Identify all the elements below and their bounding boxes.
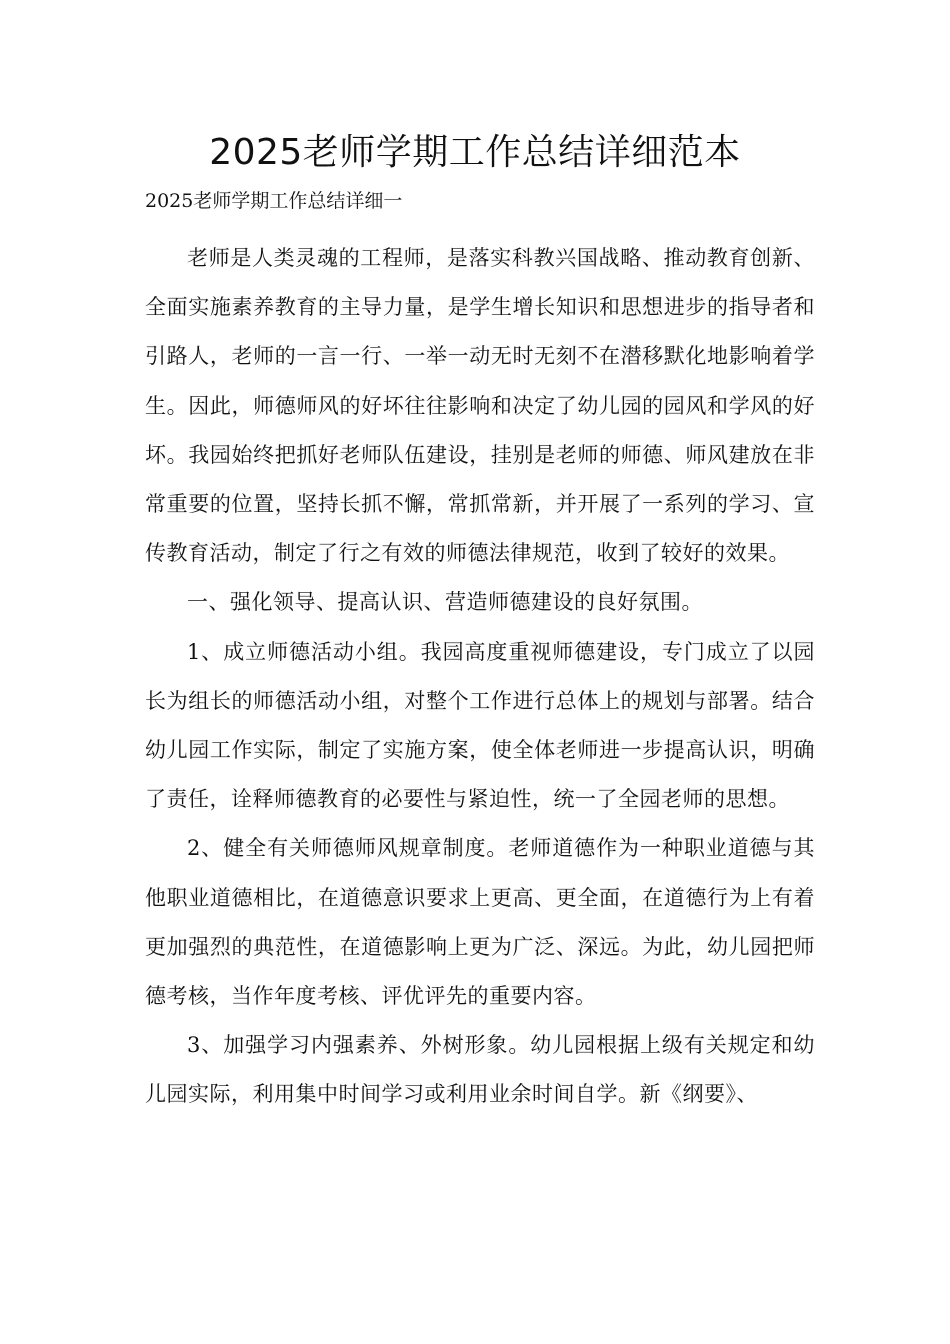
paragraph-item-1: 1、成立师德活动小组。我园高度重视师德建设，专门成立了以园长为组长的师德活动小组，对整个工作进行总体上的规划与部署。结合幼儿园工作实际，制定了实施方案，使全体老师进一步提高认识，明确了责任，诠释师德教育的必要性与紧迫性，统一了全园老师的思想。	[145, 639, 815, 812]
document-title: 2025老师学期工作总结详细范本	[209, 132, 741, 173]
document-subtitle: 2025老师学期工作总结详细一	[145, 190, 403, 212]
paragraph-item-3: 3、加强学习内强素养、外树形象。幼儿园根据上级有关规定和幼儿园实际，利用集中时间学习或利用业余时间自学。新《纲要》、	[145, 1033, 815, 1107]
paragraph-intro: 老师是人类灵魂的工程师，是落实科教兴国战略、推动教育创新、全面实施素养教育的主导力量，是学生增长知识和思想进步的指导者和引路人，老师的一言一行、一举一动无时无刻不在潜移默化地影响着学生。因此，师德师风的好坏往往影响和决定了幼儿园的园风和学风的好坏。我园始终把抓好老师队伍建设，挂别是老师的师德、师风建放在非常重要的位置，坚持长抓不懈，常抓常新，并开展了一系列的学习、宣传教育活动，制定了行之有效的师德法律规范，收到了较好的效果。	[145, 246, 815, 566]
document-body	[145, 234, 815, 1120]
paragraph-item-2: 2、健全有关师德师风规章制度。老师道德作为一种职业道德与其他职业道德相比，在道德意识要求上更高、更全面，在道德行为上有着更加强烈的典范性，在道德影响上更为广泛、深远。为此，幼儿园把师德考核，当作年度考核、评优评先的重要内容。	[145, 836, 815, 1009]
paragraph-section-heading: 一、强化领导、提高认识、营造师德建设的良好氛围。	[187, 590, 703, 615]
